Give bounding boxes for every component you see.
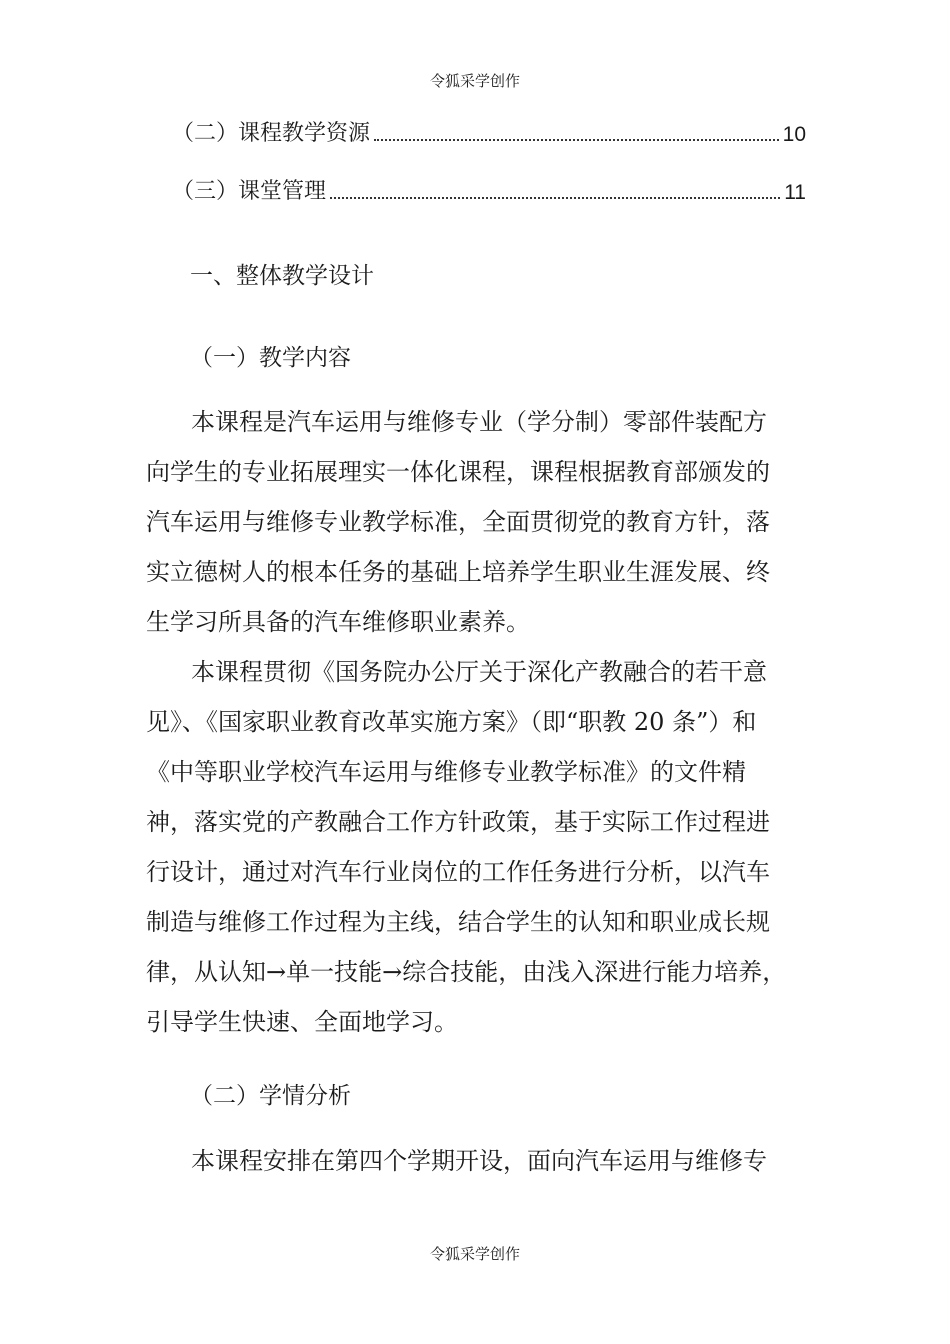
subsection-heading: （一）教学内容 bbox=[190, 345, 351, 371]
toc-label: （二）课程教学资源 bbox=[172, 121, 371, 146]
page-header: 令狐采学创作 bbox=[429, 72, 520, 90]
paragraph-line: 律，从认知→单一技能→综合技能，由浅入深进行能力培养， bbox=[146, 958, 787, 986]
toc-label: （三）课堂管理 bbox=[172, 179, 327, 204]
paragraph bbox=[146, 647, 787, 1047]
toc-leader-dots bbox=[374, 139, 779, 141]
toc-page-number: 10 bbox=[782, 123, 806, 146]
page-footer: 令狐采学创作 bbox=[429, 1245, 520, 1263]
paragraph-line: 本课程贯彻《国务院办公厅关于深化产教融合的若干意 bbox=[191, 658, 767, 686]
paragraph-line: 生学习所具备的汽车维修职业素养。 bbox=[146, 608, 530, 636]
toc-entry[interactable] bbox=[172, 116, 806, 147]
paragraph-line: 向学生的专业拓展理实一体化课程，课程根据教育部颁发的 bbox=[146, 458, 770, 486]
paragraph-line: 见》、《国家职业教育改革实施方案》（即“职教 20 条”）和 bbox=[146, 708, 757, 736]
paragraph-line: 行设计，通过对汽车行业岗位的工作任务进行分析，以汽车 bbox=[146, 858, 770, 886]
toc-entry[interactable] bbox=[172, 174, 806, 205]
paragraph bbox=[146, 1136, 772, 1186]
subsection-heading: （二）学情分析 bbox=[190, 1083, 351, 1109]
toc-leader-dots bbox=[330, 197, 780, 199]
paragraph-line: 《中等职业学校汽车运用与维修专业教学标准》的文件精 bbox=[146, 758, 746, 786]
paragraph-line: 制造与维修工作过程为主线，结合学生的认知和职业成长规 bbox=[146, 908, 770, 936]
paragraph-line: 汽车运用与维修专业教学标准，全面贯彻党的教育方针，落 bbox=[146, 508, 770, 536]
paragraph-line: 神，落实党的产教融合工作方针政策，基于实际工作过程进 bbox=[146, 808, 770, 836]
paragraph-line: 实立德树人的根本任务的基础上培养学生职业生涯发展、终 bbox=[146, 558, 770, 586]
toc-page-number: 11 bbox=[784, 181, 806, 204]
paragraph-line: 引导学生快速、全面地学习。 bbox=[146, 1008, 458, 1036]
paragraph-line: 本课程安排在第四个学期开设，面向汽车运用与维修专 bbox=[191, 1147, 767, 1175]
paragraph bbox=[146, 397, 772, 647]
paragraph-line: 本课程是汽车运用与维修专业（学分制）零部件装配方 bbox=[191, 408, 767, 436]
section-heading: 一、整体教学设计 bbox=[190, 263, 374, 289]
